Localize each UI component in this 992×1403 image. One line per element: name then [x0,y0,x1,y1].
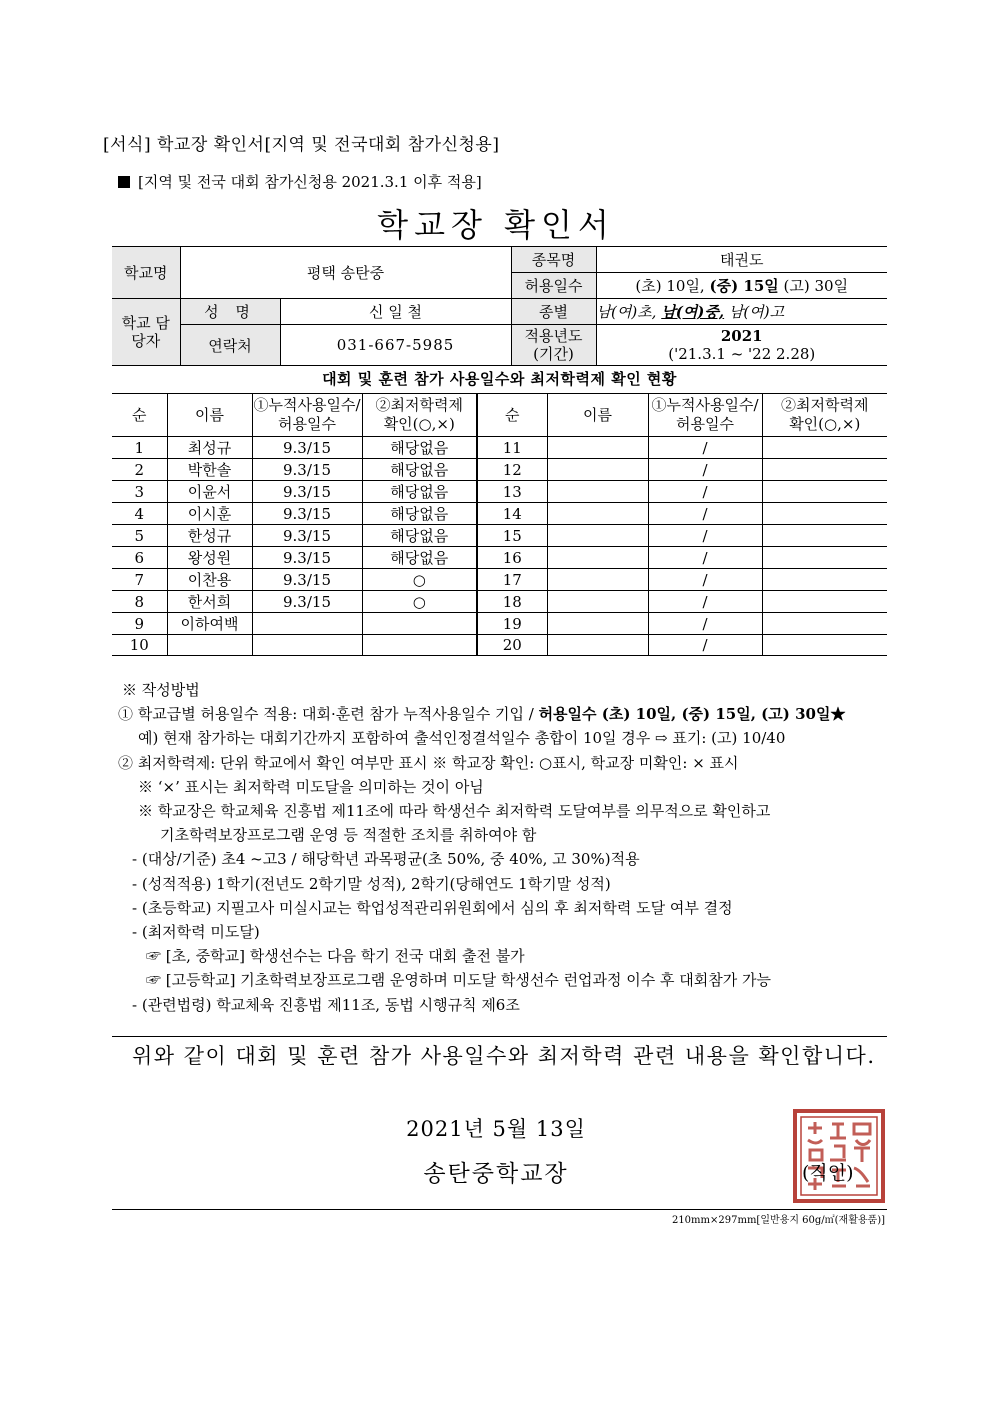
row-days: / [648,437,762,459]
row-days: / [648,459,762,481]
row-name: 한성규 [167,525,252,547]
name-label: 성 명 [180,299,280,325]
row-no: 16 [477,547,547,569]
header-min-2-right: 확인(○,×) [789,415,861,433]
period: ('21.3.1 ~ '22 2.28) [668,345,816,363]
note-1 [118,702,898,726]
year-label-1: 적용년도 [524,327,583,345]
row-min [762,547,887,569]
row-days: / [648,613,762,635]
allowed-days-label: 허용일수 [511,273,596,299]
school-name: 평택 송탄중 [180,247,511,299]
row-name [547,503,648,525]
manager-name: 신 일 철 [280,299,511,325]
row-days: 9.3/15 [252,547,362,569]
header-no: 순 [112,394,167,437]
detail-1: - (대상/기준) 초4 ~고3 / 해당학년 과목평균(초 50%, 중 40%, 고 30%)적용 [132,850,640,869]
row-min: 해당없음 [362,525,477,547]
row-min [362,635,477,656]
row-name [547,481,648,503]
row-name [547,635,648,656]
row-min: 해당없음 [362,481,477,503]
row-name [547,591,648,613]
detail-5: - (관련법령) 학교체육 진흥법 제11조, 동법 시행규칙 제6조 [132,995,520,1014]
row-no: 5 [112,525,167,547]
row-name [547,613,648,635]
row-no: 2 [112,459,167,481]
confirmation-text: 위와 같이 대회 및 훈련 참가 사용일수와 최저학력 관련 내용을 확인합니다. [132,1044,876,1068]
year-label [511,325,596,366]
row-name: 왕성원 [167,547,252,569]
table-row [112,569,887,591]
note-1-bold: 허용일수 (초) 10일, (중) 15일, (고) 30일★ [538,705,846,724]
allowed-days-high: (고) 30일 [783,277,849,295]
row-name: 이시훈 [167,503,252,525]
contact-label: 연락처 [180,325,280,366]
writing-notes [118,678,898,1017]
seal-mark: (직인) [802,1162,854,1184]
row-name [547,525,648,547]
row-no: 19 [477,613,547,635]
row-name: 박한솔 [167,459,252,481]
row-days: / [648,525,762,547]
row-name [547,437,648,459]
row-days [252,635,362,656]
header-days-1-right: ①누적사용일수/ [651,396,759,414]
row-no: 15 [477,525,547,547]
row-no: 3 [112,481,167,503]
header-days-2-right: 허용일수 [676,415,734,433]
paper-spec: 210mm×297mm[일반용지 60g/㎡(재활용품)] [671,1215,885,1226]
event-value: 태권도 [596,247,887,273]
note-1-text: ① 학교급별 허용일수 적용: 대회·훈련 참가 누적사용일수 기입 / [118,705,539,724]
table-row [112,591,887,613]
row-min [762,591,887,613]
table-row [112,635,887,656]
year-label-2: (기간) [533,345,574,363]
table-row [112,437,887,459]
row-name [167,635,252,656]
divider-top [112,1036,887,1037]
row-min [762,613,887,635]
header-name: 이름 [167,394,252,437]
row-min: 해당없음 [362,437,477,459]
row-no: 1 [112,437,167,459]
row-days: / [648,481,762,503]
gender-value [596,299,887,325]
row-no: 7 [112,569,167,591]
sub-label-text: [지역 및 전국 대회 참가신청용 2021.3.1 이후 적용] [138,173,482,191]
detail-4-a: ☞ [초, 중학교] 학생선수는 다음 학기 전국 대회 출전 불가 [146,947,525,966]
row-no: 18 [477,591,547,613]
row-name [547,547,648,569]
square-bullet-icon [118,176,130,188]
row-no: 4 [112,503,167,525]
allowed-days-mid: (중) 15일 [709,277,779,295]
detail-4-b: ☞ [고등학교] 기초학력보장프로그램 운영하며 미도달 학생선수 런업과정 이수 후 대회참가 가능 [146,971,772,990]
row-days: 9.3/15 [252,459,362,481]
note-2-a: ※ ‘×’ 표시는 최저학력 미도달을 의미하는 것이 아님 [138,777,484,796]
row-days: 9.3/15 [252,503,362,525]
allowed-days-elem: (초) 10일, [635,277,705,295]
row-days: / [648,503,762,525]
status-table [112,393,887,656]
header-days-1: ①누적사용일수/ [253,396,361,414]
header-min-right [762,394,887,437]
row-days: 9.3/15 [252,569,362,591]
row-no: 9 [112,613,167,635]
row-no: 8 [112,591,167,613]
row-no: 11 [477,437,547,459]
row-name: 한서희 [167,591,252,613]
principal-name: 송탄중학교장 [423,1161,569,1187]
allowed-days [596,273,887,299]
row-min: ○ [362,591,477,613]
confirmation-date: 2021년 5월 13일 [406,1117,586,1141]
row-name [547,569,648,591]
school-name-label: 학교명 [112,247,180,299]
row-no: 17 [477,569,547,591]
row-min [762,525,887,547]
note-1-example: 예) 현재 참가하는 대회기간까지 포함하여 출석인정결석일수 총합이 10일 경우 ⇨ 표기: (고) 10/40 [138,729,786,748]
row-no: 12 [477,459,547,481]
row-name [547,459,648,481]
header-name-right: 이름 [547,394,648,437]
row-min: 해당없음 [362,459,477,481]
detail-2: - (성적적용) 1학기(전년도 2학기말 성적), 2학기(당해연도 1학기말 성적) [132,874,611,893]
row-days: / [648,547,762,569]
row-min: ○ [362,569,477,591]
row-days: 9.3/15 [252,525,362,547]
header-no-right: 순 [477,394,547,437]
row-min [762,503,887,525]
page-title: 학교장 확인서 [377,206,615,244]
row-min: 해당없음 [362,547,477,569]
row-name: 이찬용 [167,569,252,591]
row-days: / [648,635,762,656]
row-name: 이하여백 [167,613,252,635]
header-days [252,394,362,437]
header-min-1-right: ②최저학력제 [781,396,869,414]
gender-label: 종별 [511,299,596,325]
event-label: 종목명 [511,247,596,273]
row-no: 14 [477,503,547,525]
header-days-right [648,394,762,437]
row-no: 10 [112,635,167,656]
manager-label: 학교 담당자 [112,299,180,366]
table-row [112,525,887,547]
row-days: / [648,591,762,613]
row-no: 20 [477,635,547,656]
row-days: 9.3/15 [252,481,362,503]
table-row [112,503,887,525]
official-seal-icon [792,1108,886,1204]
row-days [252,613,362,635]
detail-4: - (최저학력 미도달) [132,923,260,942]
row-no: 13 [477,481,547,503]
note-2: ② 최저학력제: 단위 학교에서 확인 여부만 표시 ※ 학교장 확인: ○표시, 학교장 미확인: × 표시 [118,753,739,772]
row-no: 6 [112,547,167,569]
gender-high: 남(여)고 [728,303,785,321]
note-2-b1: ※ 학교장은 학교체육 진흥법 제11조에 따라 학생선수 최저학력 도달여부를 의무적으로 확인하고 [138,802,771,821]
detail-3: - (초등학교) 지필고사 미실시교는 학업성적관리위원회에서 심의 후 최저학력 도달 여부 결정 [132,898,733,917]
form-label: [서식] 학교장 확인서[지역 및 전국대회 참가신청용] [103,135,500,155]
header-days-2: 허용일수 [278,415,336,433]
gender-elem: 남(여)초, [596,303,657,321]
divider-bottom [112,1209,887,1210]
row-min [762,635,887,656]
header-min [362,394,477,437]
row-name: 이윤서 [167,481,252,503]
gender-mid: 남(여)중, [661,303,725,321]
row-min [762,459,887,481]
row-name: 최성규 [167,437,252,459]
row-min [362,613,477,635]
table-row [112,459,887,481]
table-row [112,613,887,635]
year-value [596,325,887,366]
row-min: 해당없음 [362,503,477,525]
contact-value: 031-667-5985 [280,325,511,366]
row-days: 9.3/15 [252,591,362,613]
year: 2021 [720,327,763,345]
row-days: 9.3/15 [252,437,362,459]
row-days: / [648,569,762,591]
row-min [762,437,887,459]
sub-label [118,171,482,192]
status-title: 대회 및 훈련 참가 사용일수와 최저학력제 확인 현황 [322,370,677,388]
table-row [112,547,887,569]
note-2-b2: 기초학력보장프로그램 운영 등 적절한 조치를 취하여야 함 [160,826,537,845]
table-row [112,481,887,503]
row-min [762,569,887,591]
school-info-table [112,246,887,366]
notes-heading: ※ 작성방법 [122,681,200,699]
header-min-2: 확인(○,×) [383,415,455,433]
header-min-1: ②최저학력제 [375,396,463,414]
row-min [762,481,887,503]
